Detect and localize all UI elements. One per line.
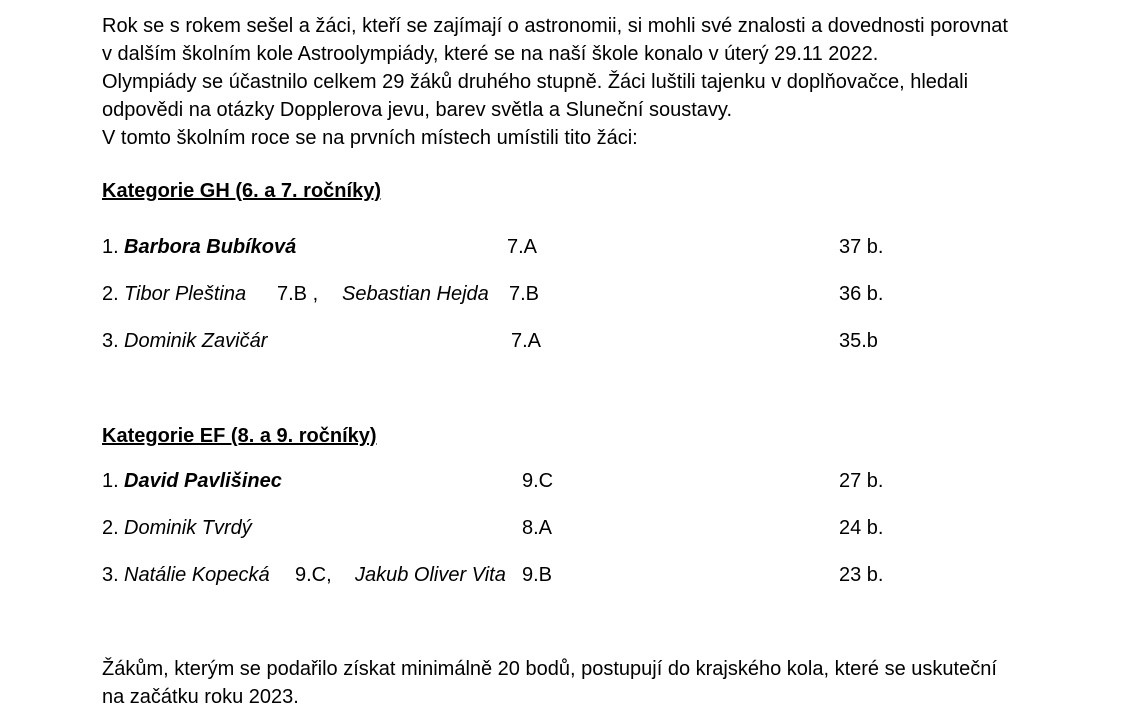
student-name: Sebastian Hejda — [342, 283, 489, 305]
closing-line: na začátku roku 2023. — [102, 686, 299, 708]
intro-line: odpovědi na otázky Dopplerova jevu, barev světla a Sluneční soustavy. — [102, 99, 732, 121]
points: 27 b. — [839, 470, 884, 492]
category-gh-heading: Kategorie GH (6. a 7. ročníky) — [102, 180, 381, 202]
student-name: Tibor Pleština — [124, 283, 247, 305]
result-row — [102, 470, 1102, 498]
student-name: David Pavlišinec — [124, 470, 282, 492]
result-row — [102, 283, 1102, 311]
intro-line: v dalším školním kole Astroolympiády, které se na naší škole konalo v úterý 29.11 2022. — [102, 43, 879, 65]
rank: 2. — [102, 283, 119, 305]
result-row — [102, 564, 1102, 592]
student-class: 7.A — [507, 236, 538, 258]
closing-paragraph — [102, 655, 997, 711]
student-class: 8.A — [522, 517, 553, 539]
rank: 2. — [102, 517, 119, 539]
student-name: Dominik Tvrdý — [124, 517, 252, 539]
result-row — [102, 517, 1102, 545]
result-row — [102, 330, 1102, 358]
student-name: Natálie Kopecká — [124, 564, 270, 586]
student-name: Barbora Bubíková — [124, 236, 297, 258]
points: 35.b — [839, 330, 878, 352]
closing-line: Žákům, kterým se podařilo získat minimálně 20 bodů, postupují do krajského kola, které se uskuteční — [102, 658, 997, 680]
points: 37 b. — [839, 236, 884, 258]
rank: 1. — [102, 236, 119, 258]
student-class: 9.C — [522, 470, 554, 492]
student-name: Jakub Oliver Vita — [355, 564, 506, 586]
rank: 3. — [102, 330, 119, 352]
intro-paragraph — [102, 12, 1122, 152]
student-class: 7.B — [509, 283, 540, 305]
intro-line: Olympiády se účastnilo celkem 29 žáků druhého stupně. Žáci luštili tajenku v doplňovačce, hledali — [102, 71, 969, 93]
student-name: Dominik Zavičár — [124, 330, 268, 352]
intro-line: V tomto školním roce se na prvních místech umístili tito žáci: — [102, 127, 638, 149]
student-class: 7.B , — [277, 283, 319, 305]
student-class: 9.C, — [295, 564, 332, 586]
rank: 3. — [102, 564, 119, 586]
points: 23 b. — [839, 564, 884, 586]
rank: 1. — [102, 470, 119, 492]
student-class: 9.B — [522, 564, 553, 586]
result-row — [102, 236, 1102, 264]
points: 24 b. — [839, 517, 884, 539]
student-class: 7.A — [511, 330, 542, 352]
category-ef-heading: Kategorie EF (8. a 9. ročníky) — [102, 425, 377, 447]
points: 36 b. — [839, 283, 884, 305]
intro-line: Rok se s rokem sešel a žáci, kteří se zajímají o astronomii, si mohli své znalosti a dovednosti porovnat — [102, 15, 1008, 37]
